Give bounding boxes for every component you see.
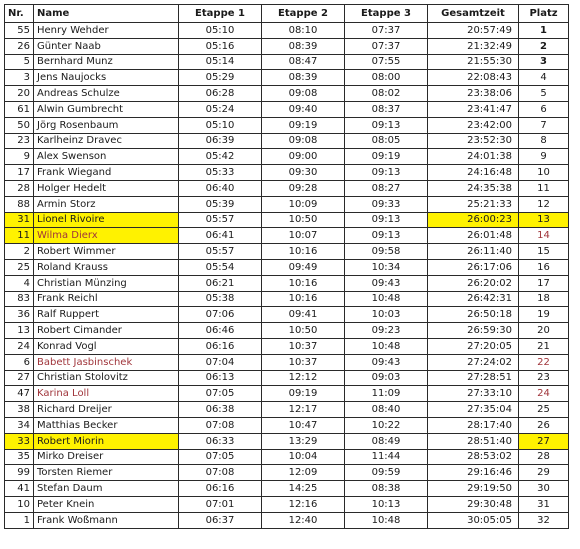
gesamtzeit-cell: 26:42:31: [428, 291, 519, 307]
etappe-2-cell: 10:07: [262, 228, 345, 244]
platz-cell: 30: [519, 481, 569, 497]
gesamtzeit-cell: 30:05:05: [428, 512, 519, 528]
etappe-2-cell: 09:00: [262, 149, 345, 165]
table-row: [5, 86, 569, 102]
gesamtzeit-cell: 25:21:33: [428, 196, 519, 212]
gesamtzeit-cell: 24:01:38: [428, 149, 519, 165]
etappe-3-cell: 08:40: [345, 402, 428, 418]
nr-cell: 31: [5, 212, 34, 228]
table-row: [5, 149, 569, 165]
platz-cell: 14: [519, 228, 569, 244]
platz-cell: 15: [519, 244, 569, 260]
table-row: [5, 228, 569, 244]
header-etappe-3: Etappe 3: [345, 5, 428, 23]
etappe-2-cell: 10:16: [262, 275, 345, 291]
header-etappe-2: Etappe 2: [262, 5, 345, 23]
nr-cell: 88: [5, 196, 34, 212]
header-row: [5, 5, 569, 23]
nr-cell: 20: [5, 86, 34, 102]
gesamtzeit-cell: 27:28:51: [428, 370, 519, 386]
platz-cell: 29: [519, 465, 569, 481]
name-cell: Wilma Dierx: [34, 228, 179, 244]
table-row: [5, 101, 569, 117]
nr-cell: 61: [5, 101, 34, 117]
etappe-1-cell: 06:38: [179, 402, 262, 418]
etappe-3-cell: 07:37: [345, 23, 428, 39]
etappe-3-cell: 10:48: [345, 512, 428, 528]
table-row: [5, 70, 569, 86]
etappe-1-cell: 07:06: [179, 307, 262, 323]
platz-cell: 16: [519, 259, 569, 275]
nr-cell: 6: [5, 354, 34, 370]
etappe-2-cell: 10:37: [262, 338, 345, 354]
etappe-3-cell: 08:02: [345, 86, 428, 102]
gesamtzeit-cell: 26:00:23: [428, 212, 519, 228]
etappe-1-cell: 06:37: [179, 512, 262, 528]
nr-cell: 47: [5, 386, 34, 402]
etappe-2-cell: 12:09: [262, 465, 345, 481]
gesamtzeit-cell: 26:20:02: [428, 275, 519, 291]
name-cell: Bernhard Munz: [34, 54, 179, 70]
platz-cell: 24: [519, 386, 569, 402]
platz-cell: 4: [519, 70, 569, 86]
etappe-2-cell: 10:37: [262, 354, 345, 370]
platz-cell: 18: [519, 291, 569, 307]
etappe-2-cell: 09:41: [262, 307, 345, 323]
etappe-1-cell: 06:13: [179, 370, 262, 386]
etappe-1-cell: 05:24: [179, 101, 262, 117]
etappe-2-cell: 08:39: [262, 38, 345, 54]
name-cell: Günter Naab: [34, 38, 179, 54]
table-row: [5, 259, 569, 275]
name-cell: Karlheinz Dravec: [34, 133, 179, 149]
gesamtzeit-cell: 29:19:50: [428, 481, 519, 497]
platz-cell: 1: [519, 23, 569, 39]
etappe-1-cell: 06:41: [179, 228, 262, 244]
table-row: [5, 180, 569, 196]
table-row: [5, 465, 569, 481]
nr-cell: 83: [5, 291, 34, 307]
etappe-3-cell: 08:38: [345, 481, 428, 497]
etappe-2-cell: 09:28: [262, 180, 345, 196]
gesamtzeit-cell: 29:16:46: [428, 465, 519, 481]
gesamtzeit-cell: 20:57:49: [428, 23, 519, 39]
header-gesamtzeit: Gesamtzeit: [428, 5, 519, 23]
etappe-1-cell: 06:21: [179, 275, 262, 291]
platz-cell: 2: [519, 38, 569, 54]
name-cell: Jens Naujocks: [34, 70, 179, 86]
etappe-3-cell: 07:55: [345, 54, 428, 70]
nr-cell: 25: [5, 259, 34, 275]
gesamtzeit-cell: 23:42:00: [428, 117, 519, 133]
etappe-2-cell: 10:47: [262, 417, 345, 433]
nr-cell: 13: [5, 323, 34, 339]
nr-cell: 34: [5, 417, 34, 433]
table-row: [5, 307, 569, 323]
table-row: [5, 54, 569, 70]
table-row: [5, 165, 569, 181]
platz-cell: 6: [519, 101, 569, 117]
table-row: [5, 23, 569, 39]
table-row: [5, 133, 569, 149]
name-cell: Babett Jasbinschek: [34, 354, 179, 370]
etappe-2-cell: 10:09: [262, 196, 345, 212]
etappe-1-cell: 06:16: [179, 338, 262, 354]
name-cell: Mirko Dreiser: [34, 449, 179, 465]
etappe-2-cell: 10:16: [262, 244, 345, 260]
etappe-1-cell: 05:10: [179, 23, 262, 39]
etappe-2-cell: 12:17: [262, 402, 345, 418]
etappe-3-cell: 09:43: [345, 275, 428, 291]
etappe-3-cell: 11:44: [345, 449, 428, 465]
name-cell: Christian Münzing: [34, 275, 179, 291]
etappe-3-cell: 09:43: [345, 354, 428, 370]
nr-cell: 36: [5, 307, 34, 323]
name-cell: Torsten Riemer: [34, 465, 179, 481]
nr-cell: 2: [5, 244, 34, 260]
gesamtzeit-cell: 26:11:40: [428, 244, 519, 260]
name-cell: Frank Wiegand: [34, 165, 179, 181]
table-row: [5, 496, 569, 512]
gesamtzeit-cell: 21:32:49: [428, 38, 519, 54]
etappe-2-cell: 14:25: [262, 481, 345, 497]
gesamtzeit-cell: 28:53:02: [428, 449, 519, 465]
etappe-1-cell: 06:46: [179, 323, 262, 339]
etappe-3-cell: 09:23: [345, 323, 428, 339]
header-nr: Nr.: [5, 5, 34, 23]
etappe-3-cell: 08:49: [345, 433, 428, 449]
gesamtzeit-cell: 28:51:40: [428, 433, 519, 449]
table-row: [5, 402, 569, 418]
table-row: [5, 323, 569, 339]
platz-cell: 17: [519, 275, 569, 291]
nr-cell: 11: [5, 228, 34, 244]
etappe-2-cell: 10:16: [262, 291, 345, 307]
header-etappe-1: Etappe 1: [179, 5, 262, 23]
name-cell: Alex Swenson: [34, 149, 179, 165]
name-cell: Stefan Daum: [34, 481, 179, 497]
etappe-1-cell: 05:39: [179, 196, 262, 212]
etappe-3-cell: 10:48: [345, 338, 428, 354]
etappe-2-cell: 08:39: [262, 70, 345, 86]
gesamtzeit-cell: 28:17:40: [428, 417, 519, 433]
etappe-2-cell: 10:50: [262, 323, 345, 339]
name-cell: Robert Cimander: [34, 323, 179, 339]
etappe-2-cell: 12:16: [262, 496, 345, 512]
nr-cell: 24: [5, 338, 34, 354]
nr-cell: 28: [5, 180, 34, 196]
nr-cell: 35: [5, 449, 34, 465]
platz-cell: 13: [519, 212, 569, 228]
nr-cell: 3: [5, 70, 34, 86]
nr-cell: 17: [5, 165, 34, 181]
name-cell: Frank Reichl: [34, 291, 179, 307]
nr-cell: 5: [5, 54, 34, 70]
name-cell: Henry Wehder: [34, 23, 179, 39]
etappe-2-cell: 08:47: [262, 54, 345, 70]
etappe-3-cell: 08:05: [345, 133, 428, 149]
gesamtzeit-cell: 24:35:38: [428, 180, 519, 196]
etappe-1-cell: 07:01: [179, 496, 262, 512]
nr-cell: 50: [5, 117, 34, 133]
etappe-2-cell: 09:30: [262, 165, 345, 181]
nr-cell: 27: [5, 370, 34, 386]
platz-cell: 21: [519, 338, 569, 354]
platz-cell: 27: [519, 433, 569, 449]
etappe-2-cell: 09:19: [262, 117, 345, 133]
platz-cell: 3: [519, 54, 569, 70]
platz-cell: 12: [519, 196, 569, 212]
etappe-3-cell: 10:22: [345, 417, 428, 433]
nr-cell: 38: [5, 402, 34, 418]
table-row: [5, 275, 569, 291]
etappe-1-cell: 06:16: [179, 481, 262, 497]
table-row: [5, 370, 569, 386]
header-platz: Platz: [519, 5, 569, 23]
nr-cell: 1: [5, 512, 34, 528]
platz-cell: 23: [519, 370, 569, 386]
table-row: [5, 244, 569, 260]
etappe-1-cell: 06:39: [179, 133, 262, 149]
table-row: [5, 117, 569, 133]
name-cell: Robert Wimmer: [34, 244, 179, 260]
platz-cell: 28: [519, 449, 569, 465]
etappe-1-cell: 05:54: [179, 259, 262, 275]
name-cell: Jörg Rosenbaum: [34, 117, 179, 133]
gesamtzeit-cell: 23:38:06: [428, 86, 519, 102]
etappe-2-cell: 12:12: [262, 370, 345, 386]
table-row: [5, 386, 569, 402]
platz-cell: 5: [519, 86, 569, 102]
etappe-3-cell: 10:13: [345, 496, 428, 512]
etappe-1-cell: 05:33: [179, 165, 262, 181]
etappe-1-cell: 05:57: [179, 212, 262, 228]
platz-cell: 19: [519, 307, 569, 323]
etappe-2-cell: 08:10: [262, 23, 345, 39]
nr-cell: 33: [5, 433, 34, 449]
nr-cell: 9: [5, 149, 34, 165]
table-row: [5, 433, 569, 449]
etappe-1-cell: 07:05: [179, 386, 262, 402]
name-cell: Peter Knein: [34, 496, 179, 512]
etappe-3-cell: 09:58: [345, 244, 428, 260]
results-table: [4, 4, 569, 529]
table-row: [5, 196, 569, 212]
etappe-3-cell: 08:27: [345, 180, 428, 196]
platz-cell: 9: [519, 149, 569, 165]
gesamtzeit-cell: 26:59:30: [428, 323, 519, 339]
name-cell: Robert Miorin: [34, 433, 179, 449]
etappe-1-cell: 05:57: [179, 244, 262, 260]
etappe-1-cell: 07:05: [179, 449, 262, 465]
etappe-1-cell: 05:29: [179, 70, 262, 86]
gesamtzeit-cell: 27:33:10: [428, 386, 519, 402]
name-cell: Alwin Gumbrecht: [34, 101, 179, 117]
platz-cell: 10: [519, 165, 569, 181]
nr-cell: 41: [5, 481, 34, 497]
table-row: [5, 212, 569, 228]
gesamtzeit-cell: 27:24:02: [428, 354, 519, 370]
name-cell: Lionel Rivoire: [34, 212, 179, 228]
etappe-3-cell: 09:13: [345, 117, 428, 133]
gesamtzeit-cell: 23:41:47: [428, 101, 519, 117]
nr-cell: 26: [5, 38, 34, 54]
nr-cell: 23: [5, 133, 34, 149]
platz-cell: 22: [519, 354, 569, 370]
name-cell: Holger Hedelt: [34, 180, 179, 196]
etappe-3-cell: 09:13: [345, 165, 428, 181]
name-cell: Frank Woßmann: [34, 512, 179, 528]
table-row: [5, 417, 569, 433]
header-name: Name: [34, 5, 179, 23]
gesamtzeit-cell: 24:16:48: [428, 165, 519, 181]
table-row: [5, 354, 569, 370]
etappe-3-cell: 08:37: [345, 101, 428, 117]
nr-cell: 4: [5, 275, 34, 291]
gesamtzeit-cell: 27:20:05: [428, 338, 519, 354]
etappe-2-cell: 09:08: [262, 86, 345, 102]
etappe-1-cell: 06:33: [179, 433, 262, 449]
etappe-2-cell: 10:50: [262, 212, 345, 228]
table-row: [5, 338, 569, 354]
etappe-2-cell: 09:08: [262, 133, 345, 149]
table-row: [5, 481, 569, 497]
etappe-2-cell: 10:04: [262, 449, 345, 465]
etappe-2-cell: 09:19: [262, 386, 345, 402]
etappe-1-cell: 05:42: [179, 149, 262, 165]
gesamtzeit-cell: 21:55:30: [428, 54, 519, 70]
etappe-3-cell: 09:59: [345, 465, 428, 481]
etappe-2-cell: 13:29: [262, 433, 345, 449]
etappe-3-cell: 09:13: [345, 228, 428, 244]
name-cell: Roland Krauss: [34, 259, 179, 275]
name-cell: Andreas Schulze: [34, 86, 179, 102]
platz-cell: 11: [519, 180, 569, 196]
nr-cell: 99: [5, 465, 34, 481]
etappe-2-cell: 09:49: [262, 259, 345, 275]
gesamtzeit-cell: 23:52:30: [428, 133, 519, 149]
etappe-3-cell: 10:34: [345, 259, 428, 275]
etappe-3-cell: 10:48: [345, 291, 428, 307]
etappe-1-cell: 06:28: [179, 86, 262, 102]
results-body: [5, 23, 569, 529]
table-row: [5, 512, 569, 528]
table-row: [5, 291, 569, 307]
gesamtzeit-cell: 26:50:18: [428, 307, 519, 323]
name-cell: Ralf Ruppert: [34, 307, 179, 323]
gesamtzeit-cell: 27:35:04: [428, 402, 519, 418]
etappe-3-cell: 09:33: [345, 196, 428, 212]
etappe-3-cell: 11:09: [345, 386, 428, 402]
table-row: [5, 38, 569, 54]
name-cell: Konrad Vogl: [34, 338, 179, 354]
name-cell: Richard Dreijer: [34, 402, 179, 418]
nr-cell: 10: [5, 496, 34, 512]
etappe-1-cell: 07:04: [179, 354, 262, 370]
gesamtzeit-cell: 22:08:43: [428, 70, 519, 86]
etappe-1-cell: 05:38: [179, 291, 262, 307]
table-row: [5, 449, 569, 465]
platz-cell: 26: [519, 417, 569, 433]
platz-cell: 20: [519, 323, 569, 339]
etappe-3-cell: 08:00: [345, 70, 428, 86]
name-cell: Karina Loll: [34, 386, 179, 402]
gesamtzeit-cell: 29:30:48: [428, 496, 519, 512]
platz-cell: 7: [519, 117, 569, 133]
etappe-2-cell: 12:40: [262, 512, 345, 528]
results-sheet: [4, 4, 569, 529]
etappe-1-cell: 05:14: [179, 54, 262, 70]
etappe-3-cell: 07:37: [345, 38, 428, 54]
gesamtzeit-cell: 26:01:48: [428, 228, 519, 244]
platz-cell: 32: [519, 512, 569, 528]
etappe-3-cell: 09:13: [345, 212, 428, 228]
platz-cell: 8: [519, 133, 569, 149]
etappe-3-cell: 09:03: [345, 370, 428, 386]
gesamtzeit-cell: 26:17:06: [428, 259, 519, 275]
platz-cell: 25: [519, 402, 569, 418]
etappe-1-cell: 05:10: [179, 117, 262, 133]
etappe-3-cell: 10:03: [345, 307, 428, 323]
etappe-3-cell: 09:19: [345, 149, 428, 165]
name-cell: Armin Storz: [34, 196, 179, 212]
etappe-1-cell: 07:08: [179, 465, 262, 481]
name-cell: Christian Stolovitz: [34, 370, 179, 386]
nr-cell: 55: [5, 23, 34, 39]
platz-cell: 31: [519, 496, 569, 512]
etappe-1-cell: 07:08: [179, 417, 262, 433]
etappe-2-cell: 09:40: [262, 101, 345, 117]
name-cell: Matthias Becker: [34, 417, 179, 433]
etappe-1-cell: 06:40: [179, 180, 262, 196]
etappe-1-cell: 05:16: [179, 38, 262, 54]
